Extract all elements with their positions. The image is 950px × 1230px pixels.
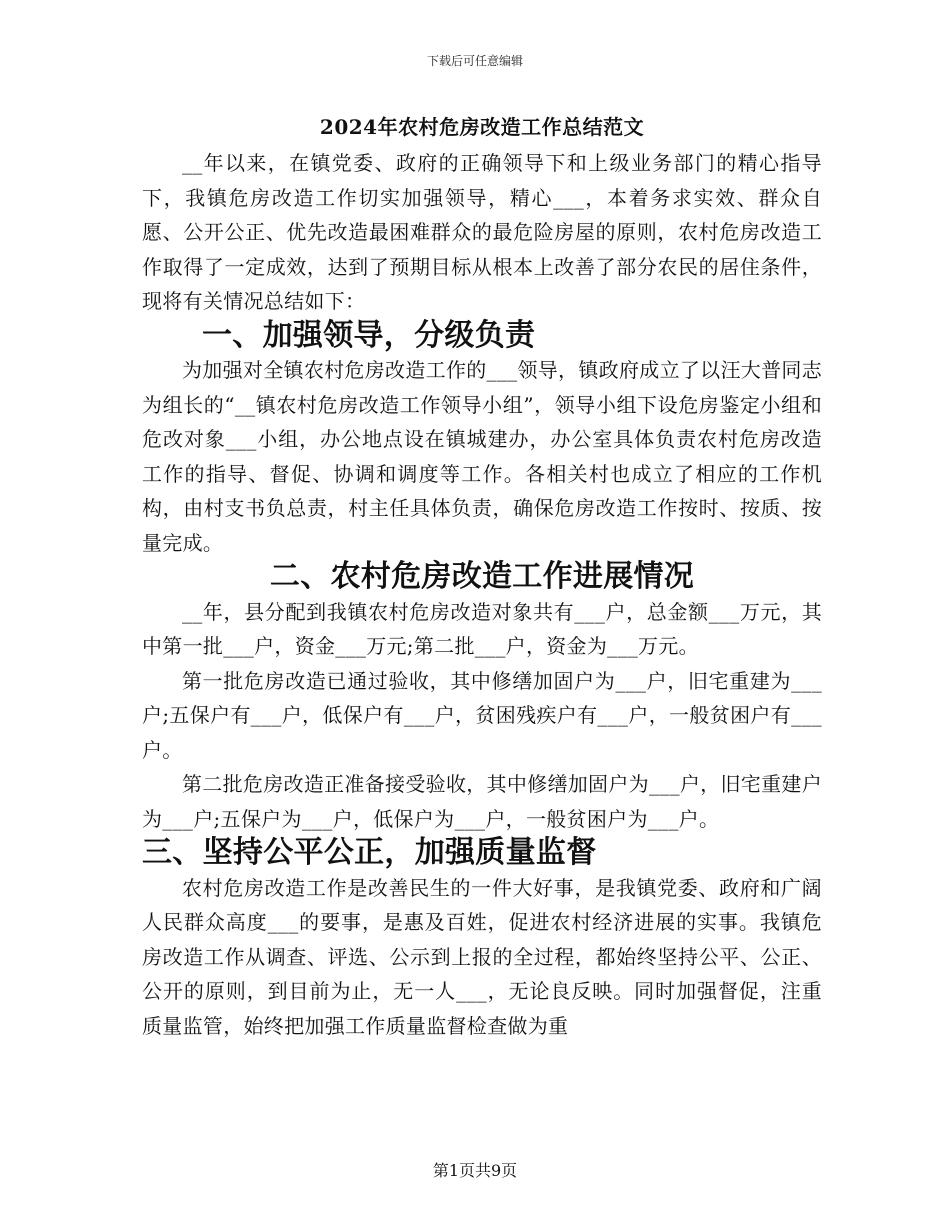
header-note: 下载后可任意编辑 — [426, 54, 523, 68]
intro-paragraph: __年以来，在镇党委、政府的正确领导下和上级业务部门的精心指导下，我镇危房改造工作切实加强领导，精心___，本着务求实效、群众自愿、公开公正、优先改造最困难群众的最危险房屋的原则，农村危房改造工作取得了一定成效，达到了预期目标从根本上改善了部分农民的居住条件，现将有关情况总结如下： — [142, 151, 822, 313]
document-title: 2024年农村危房改造工作总结范文 — [319, 115, 645, 139]
page-footer: 第1页共9页 — [432, 1161, 518, 1180]
document-body — [142, 108, 822, 1043]
section-2-heading: 二、农村危房改造工作进展情况 — [269, 559, 695, 594]
section-1-heading: 一、加强领导，分级负责 — [202, 317, 536, 353]
section-1-paragraph-1: 为加强对全镇农村危房改造工作的___领导，镇政府成立了以汪大普同志为组长的“__镇农村危房改造工作领导小组”，领导小组下设危房鉴定小组和危改对象___小组，办公地点设在镇城建办，办公室具体负责农村危房改造工作的指导、督促、协调和调度等工作。各相关村也成立了相应的工作机构，由村支书负总责，村主任具体负责，确保危房改造工作按时、按质、按量完成。 — [142, 358, 822, 555]
section-3-heading: 三、坚持公平公正，加强质量监督 — [142, 835, 597, 870]
section-2-paragraph-3: 第二批危房改造正准备接受验收，其中修缮加固户为___户，旧宅重建户为___户;五保户为___户，低保户为___户，一般贫困户为___户。 — [142, 772, 822, 831]
section-2-paragraph-1: __年，县分配到我镇农村危房改造对象共有___户，总金额___万元，其中第一批___户，资金___万元;第二批___户，资金为___万元。 — [142, 599, 822, 658]
section-2-paragraph-2: 第一批危房改造已通过验收，其中修缮加固户为___户，旧宅重建为___户;五保户有___户，低保户有___户，贫困残疾户有___户，一般贫困户有___户。 — [142, 668, 822, 762]
section-3-paragraph-1: 农村危房改造工作是改善民生的一件大好事，是我镇党委、政府和广阔人民群众高度___的要事，是惠及百姓，促进农村经济进展的实事。我镇危房改造工作从调查、评选、公示到上报的全过程，都始终坚持公平、公正、公开的原则，到目前为止，无一人___，无论良反映。同时加强督促，注重质量监管，始终把加强工作质量监督检查做为重 — [142, 875, 822, 1038]
